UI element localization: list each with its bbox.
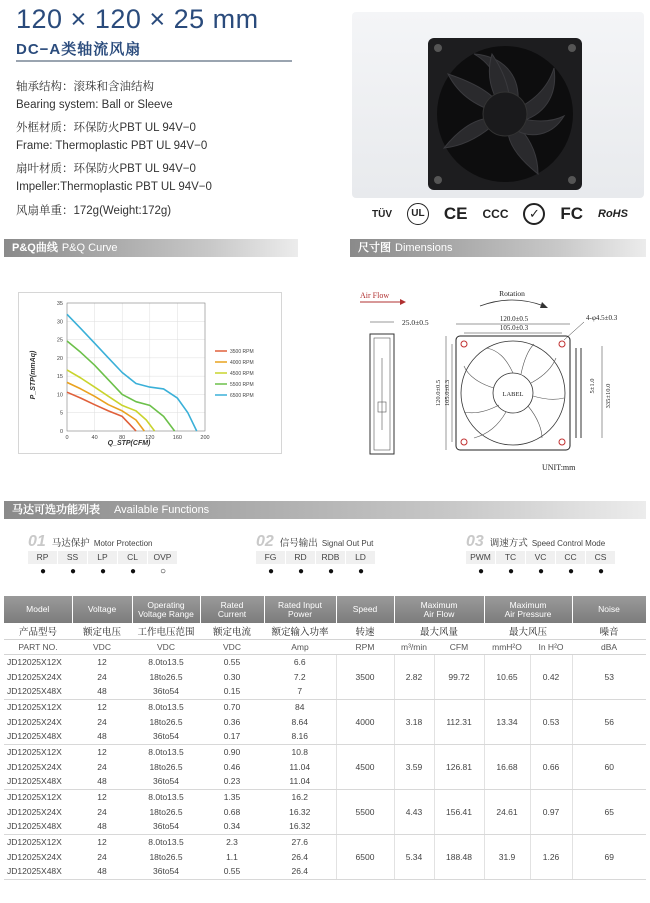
function-en: Motor Protection: [93, 539, 153, 548]
pq-xtick: 0: [65, 435, 69, 441]
function-code: FG: [256, 551, 286, 564]
spec-line: Impeller:Thermoplastic PBT UL 94V−0: [16, 180, 212, 193]
table-cell: 0.30: [223, 671, 241, 682]
table-cn-row: [4, 623, 646, 639]
function-cn: 调速方式: [489, 538, 528, 549]
pq-section-en: P&Q Curve: [61, 242, 118, 254]
function-number: 01: [28, 533, 46, 550]
spec-line: 轴承结构：滚珠和含油结构: [16, 81, 154, 93]
dimension-drawing: [356, 288, 646, 476]
pq-ytick: 35: [56, 301, 63, 307]
pq-ytick: 20: [56, 355, 63, 362]
table-group-cell-m3min: 3.59: [394, 744, 434, 789]
table-cell: 0.46: [223, 761, 241, 772]
table-cell: 8.16: [264, 729, 336, 744]
pq-legend-label: 4500 RPM: [230, 371, 254, 377]
table-group-cell-inh2o: 0.53: [530, 699, 572, 744]
table-header-cell: Operating Voltage Range: [132, 596, 200, 623]
wire-b-label: 335±10.0: [605, 383, 612, 409]
rohs-check-icon: ✓: [523, 203, 545, 225]
table-cell: 8.0to13.5: [148, 836, 184, 847]
function-mark: ●: [297, 566, 305, 577]
table-unit-cell: PART NO.: [4, 639, 72, 654]
table-cell: 18to26.5: [149, 761, 183, 772]
function-mark: ●: [507, 566, 515, 577]
dimension-drawing-svg: [356, 288, 646, 476]
table-group-cell-mmh2o: 13.34: [484, 699, 530, 744]
table-cell: 48: [72, 864, 132, 879]
function-code: TC: [496, 551, 526, 564]
table-cell: 8.64: [291, 716, 309, 727]
table-cell: 7: [264, 684, 336, 699]
table-cn-cell: 最大风量: [394, 623, 484, 639]
table-cell: 36to54: [132, 819, 200, 834]
table-group-cell-speed: 4000: [336, 699, 394, 744]
table-group-cell-mmh2o: 24.61: [484, 789, 530, 834]
table-cn-cell: 额定电压: [72, 623, 132, 639]
table-cn-cell: 噪音: [572, 623, 646, 639]
pq-series-line: [67, 370, 155, 431]
pq-ytick: 15: [56, 374, 63, 381]
tuv-icon: TÜV: [372, 208, 392, 220]
table-cell: 36to54: [132, 684, 200, 699]
pq-legend-label: 3500 RPM: [230, 349, 254, 355]
spec-list: [16, 78, 316, 222]
spec-line: Bearing system: Ball or Sleeve: [16, 98, 173, 111]
ccc-icon: CCC: [482, 207, 509, 221]
hole-label: 4-φ4.5±0.3: [586, 314, 618, 322]
table-cell: 6.6: [293, 656, 306, 667]
table-cell: 10.8: [291, 746, 309, 757]
table-cell: 1.1: [226, 851, 238, 862]
table-cell: 36to54: [132, 774, 200, 789]
table-cell: JD12025X48X: [4, 864, 72, 879]
table-cell: 16.32: [264, 819, 336, 834]
table-cell: 84: [295, 701, 305, 712]
title-divider: [16, 60, 292, 62]
function-mark: ●: [357, 566, 365, 577]
height-outer-label: 120.0±0.5: [435, 379, 442, 407]
depth-label: 25.0±0.5: [402, 318, 429, 327]
table-cell: 36to54: [132, 864, 200, 879]
table-group-cell-cfm: 126.81: [434, 744, 484, 789]
table-cell: 7.2: [293, 671, 306, 682]
table-unit-cell: VDC: [132, 639, 200, 654]
table-cell: 18to26.5: [149, 716, 183, 727]
function-mark: ●: [327, 566, 335, 577]
table-group-cell-m3min: 5.34: [394, 834, 434, 879]
fc-icon: FC: [560, 204, 584, 223]
spec-line: 风扇单重：172g(Weight:172g): [16, 204, 172, 217]
page-title: 120 × 120 × 25 mm: [16, 4, 259, 34]
unit-label: UNIT:mm: [542, 463, 576, 472]
pq-ytick: 5: [59, 410, 63, 417]
table-cell: 24: [97, 761, 107, 772]
table-cell: 1.35: [223, 791, 241, 802]
table-cell: 12: [97, 836, 107, 847]
table-cell: 0.90: [223, 746, 241, 757]
table-group-cell-mmh2o: 16.68: [484, 744, 530, 789]
function-code: SS: [58, 551, 88, 564]
spec-table: [4, 596, 647, 880]
pq-section-bar: [4, 239, 298, 257]
table-cell: 24: [97, 716, 107, 727]
table-unit-cell: In H²O: [530, 639, 572, 654]
table-cell: JD12025X24X: [7, 806, 62, 817]
function-group-motor-protection: [28, 533, 178, 580]
pq-series-line: [67, 392, 136, 431]
table-cell: 18to26.5: [149, 851, 183, 862]
table-group-cell-speed: 6500: [336, 834, 394, 879]
table-row: [4, 654, 646, 669]
dimensions-section-bar: [350, 239, 646, 257]
certification-row: [372, 202, 628, 226]
table-cell: 36to54: [132, 729, 200, 744]
table-unit-cell: Amp: [264, 639, 336, 654]
function-code: RD: [286, 551, 316, 564]
table-cell: 2.3: [226, 836, 238, 847]
table-group-cell-noise: 53: [572, 654, 646, 699]
table-row: [4, 699, 646, 714]
pq-xtick: 80: [119, 435, 126, 441]
spec-line: 外框材质：环保防火PBT UL 94V−0: [16, 122, 196, 135]
table-cn-cell: 额定电流: [200, 623, 264, 639]
pq-section-cn: P&Q曲线: [12, 242, 58, 254]
function-group-speed-control: [466, 533, 616, 580]
table-unit-row: [4, 639, 646, 654]
table-group-cell-cfm: 112.31: [434, 699, 484, 744]
table-cell: 8.0to13.5: [148, 746, 184, 757]
table-group-cell-inh2o: 0.42: [530, 654, 572, 699]
table-cell: 0.15: [200, 684, 264, 699]
function-mark: ●: [129, 566, 137, 577]
function-code: CL: [118, 551, 148, 564]
table-cell: 16.32: [289, 806, 311, 817]
table-group-cell-speed: 3500: [336, 654, 394, 699]
wire-a-label: 5±1.0: [589, 378, 596, 394]
function-mark: ●: [99, 566, 107, 577]
table-cell: 0.34: [200, 819, 264, 834]
table-cell: 48: [72, 774, 132, 789]
table-cn-cell: 额定输入功率: [264, 623, 336, 639]
pq-series-line: [67, 341, 175, 431]
table-cell: JD12025X48X: [4, 774, 72, 789]
rohs-icon: RoHS: [598, 208, 628, 220]
function-mark: ●: [267, 566, 275, 577]
table-group-cell-cfm: 156.41: [434, 789, 484, 834]
table-cell: 8.0to13.5: [148, 656, 184, 667]
table-cn-cell: 工作电压范围: [132, 623, 200, 639]
table-header-cell: Speed: [336, 596, 394, 623]
fan-label-text: LABEL: [502, 391, 524, 398]
fan-icon: [352, 12, 644, 198]
table-group-cell-m3min: 3.18: [394, 699, 434, 744]
pq-ytick: 10: [56, 392, 63, 399]
table-cell: 18to26.5: [149, 806, 183, 817]
table-cell: JD12025X48X: [4, 684, 72, 699]
table-cell: JD12025X12X: [7, 656, 62, 667]
table-cell: 8.0to13.5: [148, 701, 184, 712]
table-group-cell-m3min: 4.43: [394, 789, 434, 834]
table-cell: 48: [72, 684, 132, 699]
table-cell: 16.2: [291, 791, 309, 802]
table-header-cell: Noise: [572, 596, 646, 623]
table-cell: 26.4: [264, 864, 336, 879]
function-number: 02: [256, 533, 274, 550]
table-header-cell: Rated Input Power: [264, 596, 336, 623]
table-cell: 0.17: [200, 729, 264, 744]
function-mark: ●: [477, 566, 485, 577]
table-cell: 24: [97, 851, 107, 862]
function-mark: ●: [537, 566, 545, 577]
table-cell: JD12025X24X: [7, 671, 62, 682]
table-cn-cell: 最大风压: [484, 623, 572, 639]
functions-section-en: Available Functions: [114, 504, 210, 516]
table-cell: 24: [97, 671, 107, 682]
table-header-cell: Voltage: [72, 596, 132, 623]
function-mark: ●: [597, 566, 605, 577]
table-cell: 8.0to13.5: [148, 791, 184, 802]
pq-ytick: 25: [56, 337, 63, 344]
table-group-cell-inh2o: 1.26: [530, 834, 572, 879]
table-cell: 48: [72, 729, 132, 744]
function-code: OVP: [148, 551, 178, 564]
table-header-cell: Maximum Air Pressure: [484, 596, 572, 623]
function-mark: ●: [39, 566, 47, 577]
pq-xlabel: Q_STP(CFM): [107, 440, 151, 447]
pq-ylabel: P_STP(mmAq): [30, 350, 37, 400]
table-group-cell-inh2o: 0.97: [530, 789, 572, 834]
height-hole-label: 105.0±0.3: [444, 379, 451, 407]
function-en: Signal Out Put: [321, 539, 374, 548]
pq-xtick: 40: [91, 435, 98, 441]
table-header-row: [4, 596, 646, 623]
function-cn: 马达保护: [51, 538, 90, 549]
table-group-cell-speed: 4500: [336, 744, 394, 789]
table-cell: JD12025X24X: [7, 716, 62, 727]
function-cn: 信号输出: [279, 538, 318, 549]
table-unit-cell: m³/min: [394, 639, 434, 654]
table-cell: JD12025X12X: [7, 836, 62, 847]
pq-xtick: 120: [145, 435, 155, 441]
function-code: RDB: [316, 551, 346, 564]
pq-xtick: 200: [200, 435, 210, 441]
table-group-cell-speed: 5500: [336, 789, 394, 834]
pq-chart-svg: [19, 293, 283, 455]
table-cell: 12: [97, 791, 107, 802]
table-unit-cell: mmH²O: [484, 639, 530, 654]
table-unit-cell: RPM: [336, 639, 394, 654]
table-cn-cell: 转速: [336, 623, 394, 639]
function-code: CC: [556, 551, 586, 564]
dimensions-section-cn: 尺寸图: [358, 242, 391, 254]
table-group-cell-noise: 60: [572, 744, 646, 789]
ul-icon: UL: [407, 203, 429, 225]
table-group-cell-mmh2o: 31.9: [484, 834, 530, 879]
table-group-cell-noise: 56: [572, 699, 646, 744]
table-group-cell-cfm: 99.72: [434, 654, 484, 699]
function-code: LP: [88, 551, 118, 564]
table-cell: 48: [72, 819, 132, 834]
spec-line: Frame: Thermoplastic PBT UL 94V−0: [16, 139, 208, 152]
table-group-cell-m3min: 2.82: [394, 654, 434, 699]
table-cell: 0.55: [200, 864, 264, 879]
table-cell: 0.23: [200, 774, 264, 789]
table-cell: JD12025X12X: [7, 746, 62, 757]
function-en: Speed Control Mode: [531, 539, 606, 548]
function-mark: ●: [567, 566, 575, 577]
table-group-cell-noise: 69: [572, 834, 646, 879]
table-header-cell: Maximum Air Flow: [394, 596, 484, 623]
table-cell: 0.68: [223, 806, 241, 817]
table-cell: 12: [97, 656, 107, 667]
table-row: [4, 744, 646, 759]
pq-legend-label: 4000 RPM: [230, 360, 254, 366]
function-code: PWM: [466, 551, 496, 564]
table-row: [4, 834, 646, 849]
function-code: RP: [28, 551, 58, 564]
table-cell: JD12025X12X: [7, 701, 62, 712]
width-outer-label: 120.0±0.5: [499, 315, 529, 323]
dimensions-section-en: Dimensions: [395, 242, 453, 254]
table-cell: JD12025X48X: [4, 819, 72, 834]
table-cell: 26.4: [291, 851, 309, 862]
pq-series-line: [67, 382, 144, 431]
table-cell: JD12025X12X: [7, 791, 62, 802]
table-cn-cell: 产品型号: [4, 623, 72, 639]
table-header-cell: Model: [4, 596, 72, 623]
table-unit-cell: CFM: [434, 639, 484, 654]
ce-icon: CE: [443, 204, 468, 223]
functions-section-bar: [4, 501, 646, 519]
table-cell: 27.6: [291, 836, 309, 847]
table-cell: 0.70: [223, 701, 241, 712]
table-cell: 12: [97, 701, 107, 712]
table-group-cell-cfm: 188.48: [434, 834, 484, 879]
table-cell: 11.04: [289, 761, 311, 772]
function-code: CS: [586, 551, 616, 564]
table-cell: 11.04: [264, 774, 336, 789]
fan-photo: [352, 12, 644, 198]
pq-ytick: 30: [56, 319, 63, 326]
pq-legend-label: 5500 RPM: [230, 382, 254, 388]
pq-legend-label: 6500 RPM: [230, 393, 254, 399]
function-code: VC: [526, 551, 556, 564]
table-cell: 0.55: [223, 656, 241, 667]
table-cell: JD12025X24X: [7, 851, 62, 862]
spec-line: 扇叶材质：环保防火PBT UL 94V−0: [16, 163, 196, 176]
rotation-label: Rotation: [499, 289, 525, 298]
table-unit-cell: VDC: [72, 639, 132, 654]
table-cell: 18to26.5: [149, 671, 183, 682]
table-cell: 12: [97, 746, 107, 757]
width-hole-label: 105.0±0.3: [499, 324, 529, 332]
table-unit-cell: VDC: [200, 639, 264, 654]
table-row: [4, 789, 646, 804]
function-number: 03: [466, 533, 484, 550]
table-cell: JD12025X24X: [7, 761, 62, 772]
function-mark: ●: [69, 566, 77, 577]
pq-chart: [18, 292, 282, 454]
functions-section-cn: 马达可选功能列表: [12, 504, 100, 516]
function-code: LD: [346, 551, 376, 564]
air-flow-label: Air Flow: [360, 291, 390, 300]
table-group-cell-noise: 65: [572, 789, 646, 834]
table-cell: 0.36: [223, 716, 241, 727]
table-cell: 24: [97, 806, 107, 817]
table-unit-cell: dBA: [572, 639, 646, 654]
table-group-cell-inh2o: 0.66: [530, 744, 572, 789]
pq-ytick: 0: [59, 429, 63, 435]
table-cell: JD12025X48X: [4, 729, 72, 744]
table-group-cell-mmh2o: 10.65: [484, 654, 530, 699]
pq-xtick: 160: [172, 435, 182, 441]
page-subtitle: DC−A类轴流风扇: [16, 41, 142, 58]
table-header-cell: Rated Current: [200, 596, 264, 623]
function-mark: ○: [159, 566, 167, 577]
function-group-signal-output: [256, 533, 376, 580]
